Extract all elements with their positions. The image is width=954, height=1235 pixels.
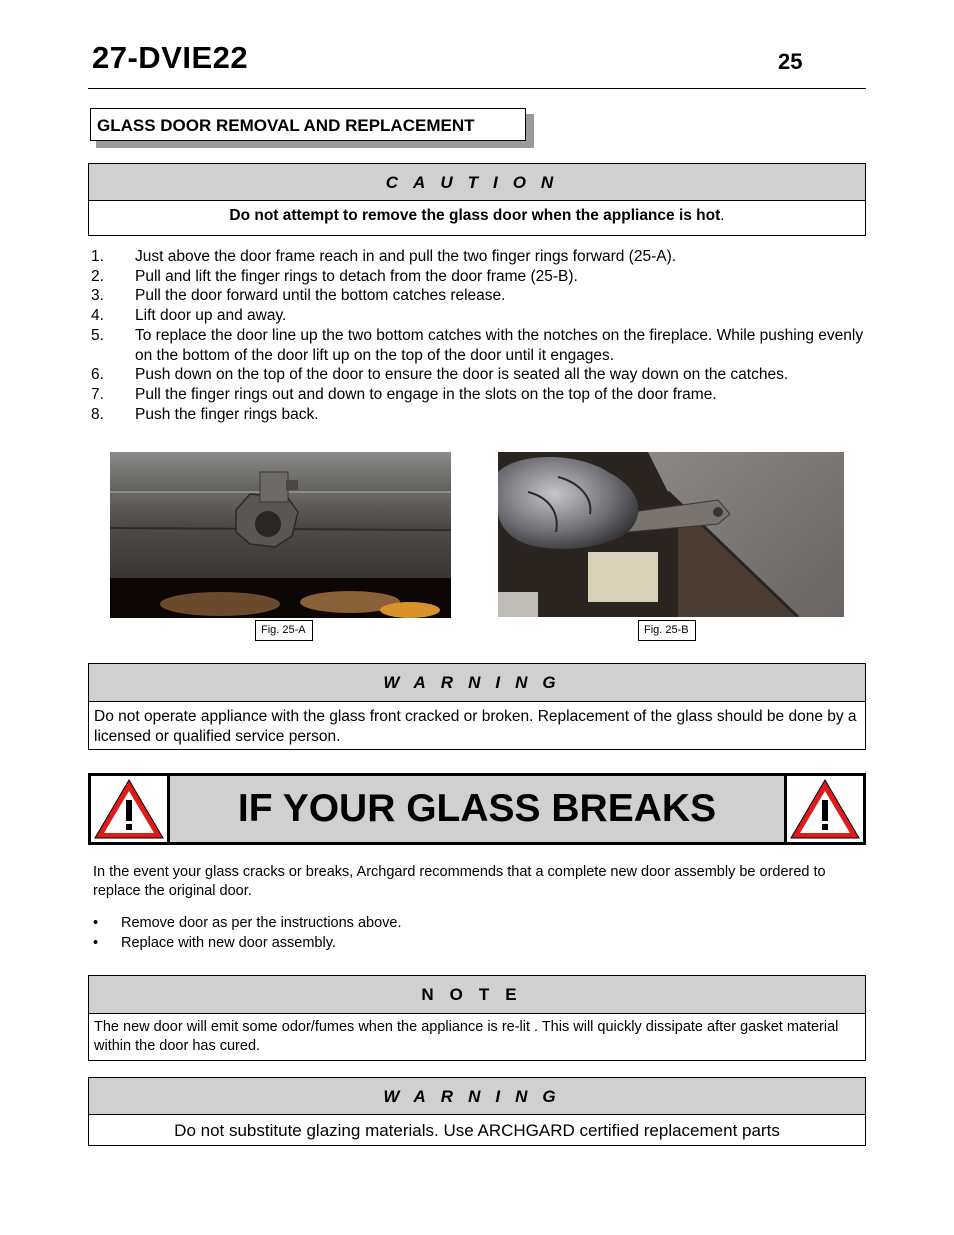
list-item <box>91 267 866 287</box>
step-number: 1. <box>91 248 104 265</box>
figure-25b-caption: Fig. 25-B <box>638 620 696 641</box>
warning-heading: WARNING <box>89 1078 865 1115</box>
glass-breaks-bullets <box>93 914 401 953</box>
step-text: To replace the door line up the two bottom catches with the notches on the fireplace. While pushing evenly on the bottom of the door lift up on the top of the door until it engages. <box>135 326 864 364</box>
caution-heading: CAUTION <box>89 164 865 201</box>
step-text: Just above the door frame reach in and pull the two finger rings forward (25-A). <box>135 248 677 265</box>
caution-text-tail: . <box>720 207 725 224</box>
gloved-hand-image <box>498 452 844 617</box>
step-number: 3. <box>91 287 104 305</box>
list-item <box>91 365 866 385</box>
step-text: Pull the door forward until the bottom catches release. <box>135 287 506 305</box>
list-item <box>91 286 866 306</box>
warning-text: Do not operate appliance with the glass front cracked or broken. Replacement of the glass should be done by a licensed or qualified service person. <box>89 702 865 747</box>
step-text: Push the finger rings back. <box>135 405 319 423</box>
note-text: The new door will emit some odor/fumes when the appliance is re-lit . This will quickly dissipate after gasket material within the door has cured. <box>89 1014 865 1055</box>
step-text: Pull the finger rings out and down to engage in the slots on the top of the door frame. <box>135 385 717 403</box>
instruction-steps <box>91 247 866 424</box>
step-number: 4. <box>91 307 104 325</box>
list-item <box>91 247 866 267</box>
step-text: Pull and lift the finger rings to detach from the door frame (25-B). <box>135 267 578 285</box>
list-item: • Remove door as per the instructions above. <box>93 914 401 934</box>
warning-box <box>88 1077 866 1146</box>
step-number: 6. <box>91 366 104 384</box>
door-frame-ring-image <box>110 452 451 618</box>
step-number: 2. <box>91 267 104 285</box>
warning-triangle-icon <box>91 776 167 842</box>
header-rule <box>88 88 866 89</box>
list-item <box>91 405 866 425</box>
note-box <box>88 975 866 1061</box>
step-number: 8. <box>91 405 104 423</box>
glass-breaks-title: IF YOUR GLASS BREAKS <box>167 776 787 842</box>
model-title: 27-DVIE22 <box>92 40 249 75</box>
step-number: 5. <box>91 326 104 344</box>
step-text: Lift door up and away. <box>135 307 287 325</box>
warning-triangle-icon <box>787 776 863 842</box>
warning-text: Do not substitute glazing materials. Use ARCHGARD certified replacement parts <box>89 1115 865 1141</box>
list-item: • Replace with new door assembly. <box>93 934 401 954</box>
list-item <box>91 326 866 365</box>
section-title: GLASS DOOR REMOVAL AND REPLACEMENT <box>90 108 526 141</box>
step-text: Push down on the top of the door to ensure the door is seated all the way down on the catches. <box>135 366 789 384</box>
note-heading: NOTE <box>89 976 865 1014</box>
step-number: 7. <box>91 385 104 403</box>
figure-25a-photo <box>110 452 451 618</box>
warning-heading: WARNING <box>89 664 865 702</box>
caution-body <box>89 201 865 225</box>
list-item <box>91 306 866 326</box>
caution-text: Do not attempt to remove the glass door when the appliance is hot <box>229 207 721 224</box>
warning-box <box>88 663 866 750</box>
caution-box <box>88 163 866 236</box>
page-number: 25 <box>778 49 803 74</box>
glass-breaks-intro: In the event your glass cracks or breaks, Archgard recommends that a complete new door assembly be ordered to replace the original door. <box>93 864 826 899</box>
list-item <box>91 385 866 405</box>
figure-25b-photo <box>498 452 844 617</box>
figure-25a-caption: Fig. 25-A <box>255 620 313 641</box>
